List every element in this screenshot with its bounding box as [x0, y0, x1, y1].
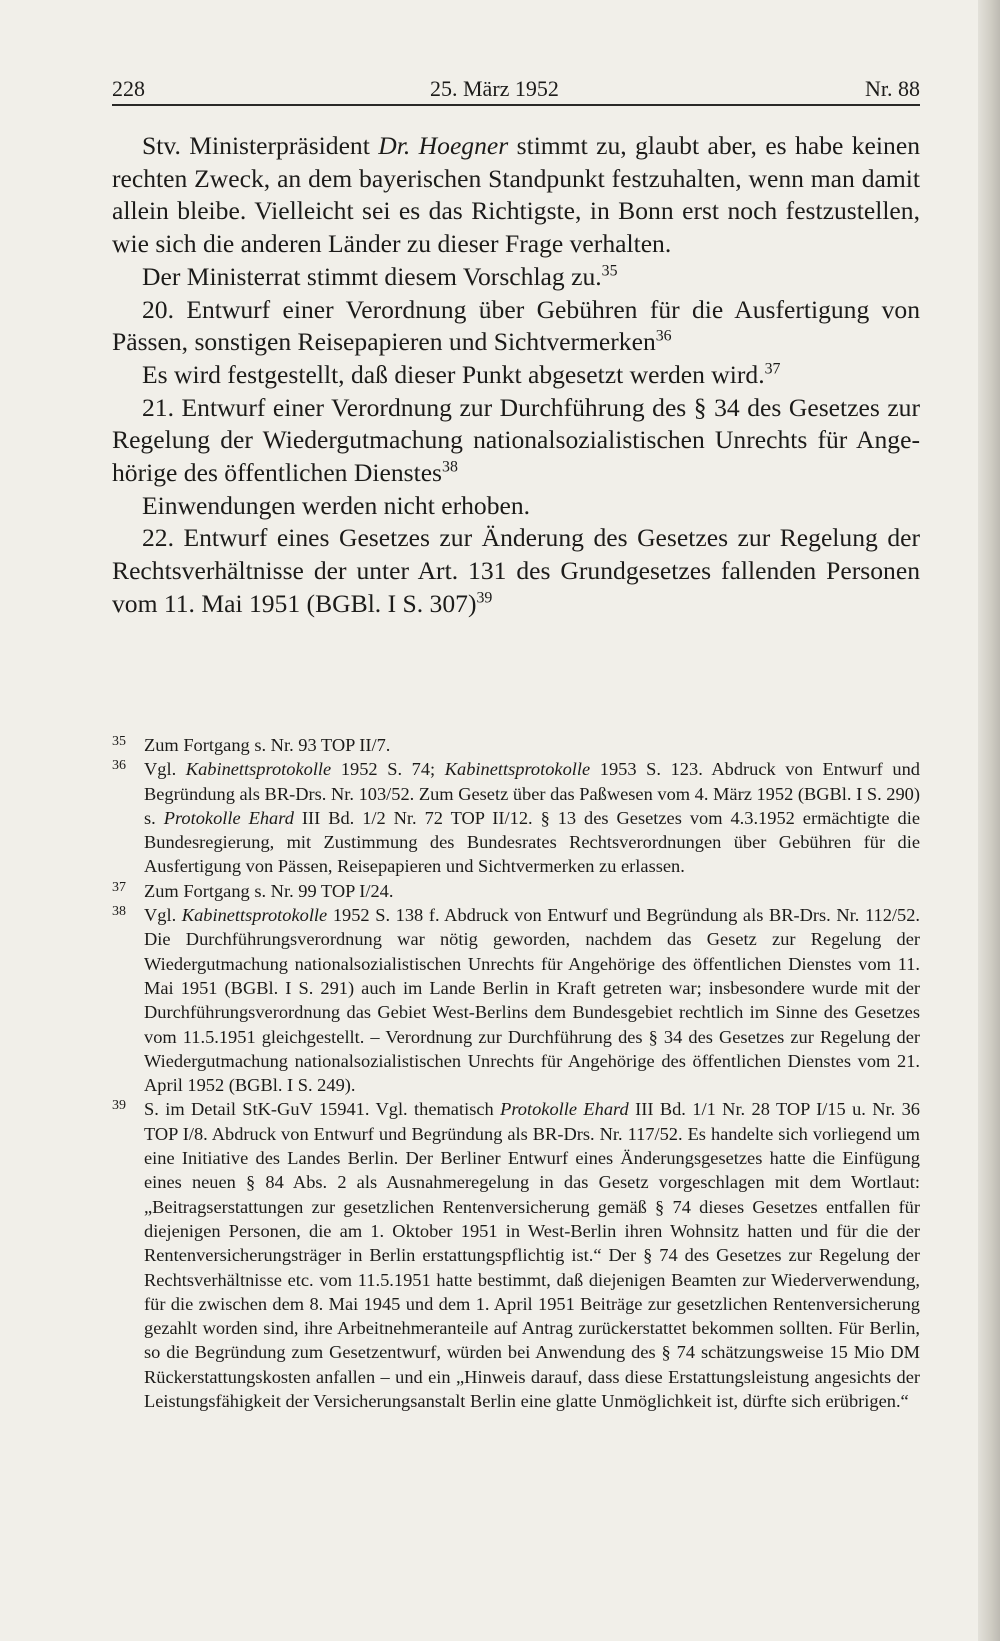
footnote-number: 36 — [112, 758, 126, 774]
paragraph — [112, 392, 920, 490]
footnotes — [112, 733, 920, 1413]
paragraph — [112, 261, 920, 294]
text-run: 1953 S. 123. Abdruck von Entwurf und Begründung als BR-Drs. Nr. 103/52. Zum Gesetz über das Paßwesen vom 4. März 1952 (BGBl. I S. 290) s. — [144, 759, 920, 828]
italic-text: Protokolle Ehard — [500, 1099, 629, 1120]
text-run: Vgl. — [144, 759, 186, 780]
text-run: Vgl. — [144, 905, 182, 926]
header-date: 25. März 1952 — [430, 76, 559, 101]
text-run: Der Ministerrat stimmt diesem Vorschlag zu. — [142, 261, 602, 291]
text-run: III Bd. 1/1 Nr. 28 TOP I/15 u. Nr. 36 TOP I/8. Abdruck von Entwurf und Begründung als BR-Drs. Nr. 117/52. Es handelte sich vorliegend um eine Initiative des Landes Berlin. Der Berliner Entwurf eines Änderungsgesetzes hatte die Einfügung eines neuen § 84 Abs. 2 als Ausnahmeregelung in das Gesetz vorgeschlagen mit dem Wortlaut: „Beitragserstattungen zur gesetzlichen Rentenversicherung gemäß § 74 dieses Gesetzes entfallen für diejenigen Personen, die am 1. Oktober 1951 in West-Berlin ihren Wohnsitz hatten und für die der Rentenversicherungsträger in Berlin erstattungspflichtig ist.“ Der § 74 des Gesetzes zur Regelung der Rechtsverhältnisse etc. vom 11.5.1951 hatte bestimmt, daß diejenigen Beamten zur Wiederverwendung, für die zwischen dem 8. Mai 1945 und dem 1. April 1951 Beiträge zur gesetzlichen Rentenversicherung gezahlt worden sind, ihre Arbeitnehmeranteile auf Antrag zurückerstattet bekommen sollten. Für Berlin, so die Begründung zum Gesetzentwurf, würden bei Anwendung des § 74 schätzungsweise 15 Mio DM Rückerstattungskosten anfallen – und ein „Hinweis darauf, dass diese Erstattungsleistung angesichts der Leistungsfähigkeit der Versicherungsanstalt Berlin eine glatte Unmöglichkeit ist, dürfte sich erübrigen.“ — [144, 1099, 921, 1412]
footnote — [112, 879, 920, 903]
text-run: S. im Detail StK-GuV 15941. Vgl. thematisch — [144, 1099, 501, 1120]
footnote — [112, 757, 920, 878]
italic-text: Kabinettsprotokolle — [444, 759, 591, 780]
header-rule — [112, 104, 920, 106]
page-number: 228 — [112, 76, 145, 101]
text-run: Einwendungen werden nicht erhoben. — [142, 490, 531, 520]
paragraph — [112, 359, 920, 392]
footnote — [112, 903, 920, 1097]
footnote-number: 35 — [112, 734, 126, 749]
footnote — [112, 1097, 920, 1413]
text-run: Es wird festgestellt, daß dieser Punkt abgesetzt werden wird. — [142, 359, 765, 389]
text-run: III Bd. 1/2 Nr. 72 TOP II/12. § 13 des Gesetzes vom 4.3.1952 ermächtigte die Bundesregierung, mit Zustimmung des Bundesrates Rechtsverordnungen über Gebühren für die Ausfertigung von Pässen, Reisepapieren und Sichtvermerken zu erlassen. — [144, 807, 921, 877]
paragraph — [112, 130, 920, 261]
footnote-number: 37 — [112, 879, 126, 895]
paragraph — [112, 490, 920, 523]
italic-text: Kabinettsprotokolle — [185, 759, 332, 780]
footnote-ref: 35 — [601, 262, 618, 280]
text-run: 20. Entwurf einer Verordnung über Gebühren für die Ausfertigung von Pässen, sonstigen Reisepapieren und Sichtvermerken — [112, 294, 920, 357]
text-run: 1952 S. 74; — [331, 759, 445, 780]
text-run: Zum Fortgang s. Nr. 99 TOP I/24. — [144, 880, 394, 901]
footnote-number: 38 — [112, 904, 126, 920]
italic-text: Kabinettsprotokolle — [181, 905, 328, 926]
page-edge — [978, 0, 1000, 1641]
text-run: 21. Entwurf einer Verordnung zur Durchführung des § 34 des Gesetzes zur Regelung der Wiedergutmachung nationalsozialistischen Unrechts für Angehörige des öffentlichen Dienstes — [112, 392, 920, 488]
footnote-ref: 39 — [476, 589, 493, 607]
paragraph — [112, 522, 920, 620]
paragraph — [112, 294, 920, 359]
footnote-ref: 38 — [442, 458, 458, 476]
italic-text: Dr. Hoegner — [378, 131, 509, 160]
italic-text: Protokolle Ehard — [163, 807, 294, 828]
footnote-ref: 36 — [655, 327, 672, 345]
footnote — [112, 733, 920, 757]
main-text — [112, 130, 920, 621]
text-run: 1952 S. 138 f. Abdruck von Entwurf und Begründung als BR-Drs. Nr. 112/52. Die Durchführungsverordnung war nötig geworden, nachdem das Gesetz zur Regelung der Wiedergutmachung nationalsozialistischen Unrechts für Angehörige des öffentlichen Dienstes vom 11. Mai 1951 (BGBl. I S. 291) auch im Lande Berlin in Kraft getreten war; insbesondere wurde mit der Durchführungsverordnung das Gebiet West-Berlins dem Bundesgebiet rechtlich im Sinne des Gesetzes vom 11.5.1951 gleichgestellt. – Verordnung zur Durchführung des § 34 des Gesetzes zur Regelung der Wiedergutmachung nationalsozialistischen Unrechts für Angehörige des öffentlichen Dienstes vom 21. April 1952 (BGBl. I S. 249). — [144, 905, 920, 1096]
text-run: 22. Entwurf eines Gesetzes zur Änderung des Gesetzes zur Regelung der Rechtsverhältnisse der unter Art. 131 des Grundgesetzes fallenden Personen vom 11. Mai 1951 (BGBl. I S. 307) — [112, 523, 920, 618]
footnote-ref: 37 — [764, 360, 781, 378]
text-run: Stv. Ministerpräsident — [142, 131, 379, 160]
running-header — [112, 70, 920, 104]
footnote-number: 39 — [112, 1098, 126, 1114]
text-run: stimmt zu, glaubt aber, es habe keinen rechten Zweck, an dem bayerischen Standpunkt festzuhalten, wenn man damit allein bleibe. Vielleicht sei es das Richtigste, in Bonn erst noch festzustellen, wie sich die anderen Länder zu dieser Frage verhalten. — [112, 131, 920, 259]
text-run: Zum Fortgang s. Nr. 93 TOP II/7. — [144, 735, 391, 755]
document-number: Nr. 88 — [865, 76, 920, 101]
